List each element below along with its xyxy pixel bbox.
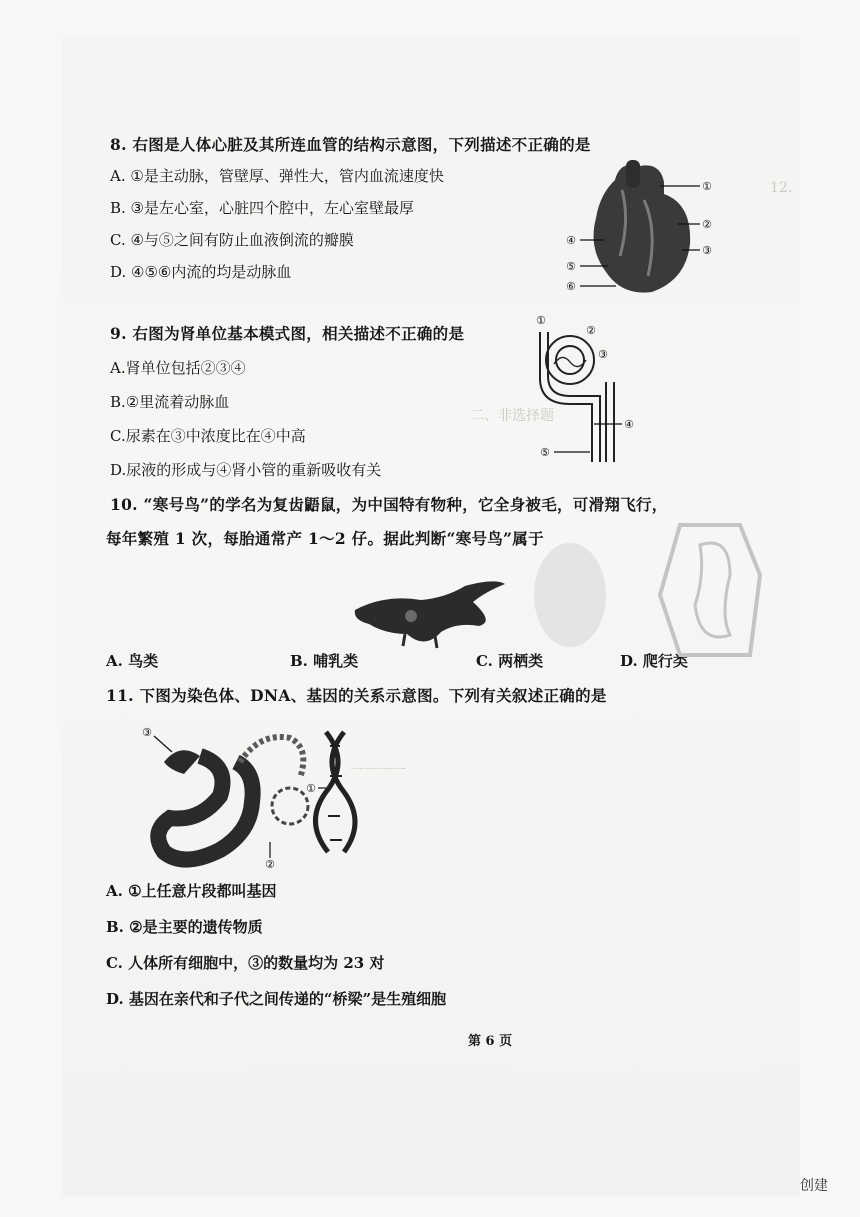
dna-label-3: ③ (142, 726, 152, 739)
question-11-option-d: D. 基因在亲代和子代之间传递的“桥梁”是生殖细胞 (106, 990, 447, 1008)
page-number: 第 6 页 (468, 1034, 513, 1049)
chromosome-dna-diagram (140, 722, 380, 870)
nephron-label-2: ② (586, 324, 596, 337)
question-10-stem-line1: 10. “寒号鸟”的学名为复齿鼯鼠，为中国特有物种，它全身被毛，可滑翔飞行， (110, 495, 668, 514)
question-9-stem: 9. 右图为肾单位基本模式图，相关描述不正确的是 (110, 324, 465, 343)
question-11-stem: 11. 下图为染色体、DNA、基因的关系示意图。下列有关叙述正确的是 (106, 686, 607, 705)
question-8-stem: 8. 右图是人体心脏及其所连血管的结构示意图，下列描述不正确的是 (110, 135, 591, 154)
corner-watermark-text: 创建 (800, 1178, 828, 1194)
dna-label-1: ① (306, 782, 316, 795)
question-8-option-b: B. ③是左心室，心脏四个腔中，左心室壁最厚 (110, 199, 415, 217)
question-9-option-c: C.尿素在③中浓度比在④中高 (110, 427, 306, 445)
heart-label-4: ④ (566, 234, 576, 247)
heart-label-3: ③ (702, 244, 712, 257)
heart-diagram (560, 160, 730, 300)
heart-label-6: ⑥ (566, 280, 576, 293)
question-8-option-a: A. ①是主动脉，管壁厚、弹性大，管内血流速度快 (110, 167, 444, 185)
question-8-option-d: D. ④⑤⑥内流的均是动脉血 (110, 263, 292, 281)
question-10-stem-line2: 每年繁殖 1 次，每胎通常产 1～2 仔。据此判断“寒号鸟”属于 (106, 529, 544, 548)
nephron-label-4: ④ (624, 418, 634, 431)
nephron-label-1: ① (536, 314, 546, 327)
question-9-option-b: B.②里流着动脉血 (110, 393, 230, 411)
nephron-diagram (510, 312, 640, 472)
flying-squirrel-image (345, 572, 515, 652)
question-10-option-d: D. 爬行类 (620, 652, 688, 670)
nephron-label-5: ⑤ (540, 446, 550, 459)
bleed-through-text: 12. (770, 180, 793, 196)
question-11-option-b: B. ②是主要的遗传物质 (106, 918, 263, 936)
question-8-option-c: C. ④与⑤之间有防止血液倒流的瓣膜 (110, 231, 354, 249)
heart-label-2: ② (702, 218, 712, 231)
question-10-option-b: B. 哺乳类 (290, 652, 359, 670)
question-11-option-c: C. 人体所有细胞中，③的数量均为 23 对 (106, 954, 385, 972)
bleed-through-text: 一一一一 (350, 763, 406, 779)
question-10-option-c: C. 两栖类 (476, 652, 544, 670)
bleed-through-text: 二、非选择题 (470, 408, 554, 424)
question-10-option-a: A. 鸟类 (106, 652, 159, 670)
question-9-option-a: A.肾单位包括②③④ (110, 359, 246, 377)
dna-label-2: ② (265, 858, 275, 870)
heart-shape (594, 165, 691, 293)
question-9-option-d: D.尿液的形成与④肾小管的重新吸收有关 (110, 461, 382, 479)
question-11-option-a: A. ①上任意片段都叫基因 (106, 882, 277, 900)
heart-label-5: ⑤ (566, 260, 576, 273)
heart-label-1: ① (702, 180, 712, 193)
bleed-through-cell-diagrams (530, 515, 770, 665)
nephron-label-3: ③ (598, 348, 608, 361)
